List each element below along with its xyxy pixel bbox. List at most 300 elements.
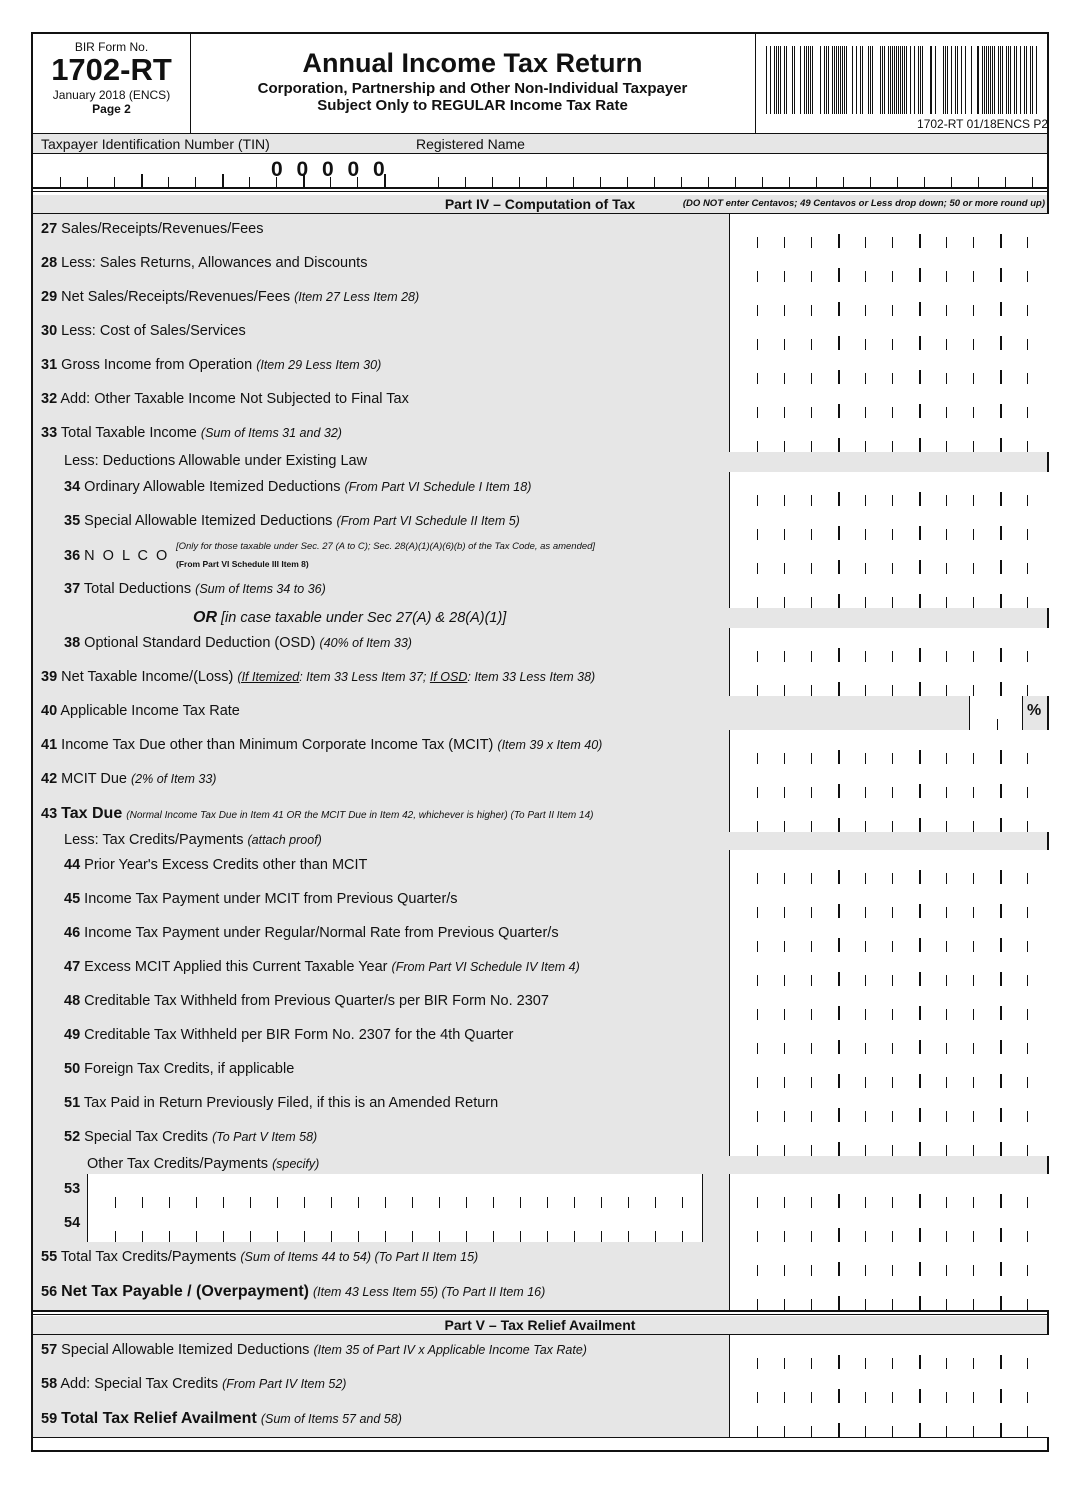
amount-input-ticks [730, 234, 1050, 248]
barcode-bar [935, 46, 936, 114]
item-row-40 [33, 696, 1047, 730]
amount-input-ticks [730, 1108, 1050, 1122]
or-row [33, 608, 1047, 628]
barcode-bar [1010, 46, 1011, 114]
amount-input-ticks [730, 870, 1050, 884]
item-text: Excess MCIT Applied this Current Taxable Year [84, 959, 388, 975]
amount-input-50[interactable] [729, 1054, 1050, 1088]
amount-input-ticks [730, 784, 1050, 798]
item-text: MCIT Due [61, 771, 127, 787]
item-text: Applicable Income Tax Rate [60, 703, 240, 719]
amount-input-ticks [730, 938, 1050, 952]
form-number: 1702-RT [51, 52, 172, 87]
item-label-41 [41, 737, 602, 753]
item-note: (From Part VI Schedule IV Item 4) [391, 960, 580, 974]
item-label-48 [64, 993, 549, 1009]
item-number: 28 [41, 255, 58, 271]
item-note-part: If OSD [429, 670, 468, 684]
less-deductions-label: Less: Deductions Allowable under Existing Law [64, 453, 368, 469]
item-label-45 [64, 891, 458, 907]
tin-label: Taxpayer Identification Number (TIN) [41, 136, 270, 152]
amount-input-ticks [730, 492, 1050, 506]
item-label-50 [64, 1061, 294, 1077]
barcode-bar [842, 46, 843, 114]
part5-header [33, 1316, 1047, 1334]
item-number: 34 [64, 479, 81, 495]
item-label-49 [64, 1027, 513, 1043]
item-number: 54 [64, 1215, 81, 1231]
item-number: 33 [41, 425, 58, 441]
part4-title: Part IV – Computation of Tax [444, 196, 636, 212]
item-number: 29 [41, 289, 58, 305]
barcode-bar [872, 46, 873, 114]
item-number: 53 [64, 1181, 81, 1197]
barcode-bar [977, 46, 979, 114]
item-number: 55 [41, 1249, 58, 1265]
page-number: Page 2 [92, 102, 131, 116]
barcode-bar [806, 46, 807, 114]
amount-input-ticks [730, 1142, 1050, 1156]
item-note: (Item 35 of Part IV x Applicable Income Tax Rate) [313, 1343, 587, 1357]
item-text: Tax Due [61, 805, 123, 822]
barcode-bar [984, 46, 985, 114]
item-number: 52 [64, 1129, 81, 1145]
item-text: Net Tax Payable / (Overpayment) [61, 1283, 309, 1300]
barcode-bar [860, 46, 861, 114]
barcode-bar [930, 46, 932, 114]
barcode-bar [947, 46, 948, 114]
amount-input-36[interactable] [729, 540, 1050, 574]
barcode-bar [1002, 46, 1003, 114]
barcode-bar [1006, 46, 1007, 114]
form-subtitle-1: Corporation, Partnership and Other Non-Individual Taxpayer [257, 80, 688, 97]
barcode-bar [894, 46, 895, 114]
barcode-bar [922, 46, 923, 114]
amount-input-53[interactable] [729, 1174, 1050, 1208]
barcode-bar [945, 46, 946, 114]
barcode-image [766, 46, 1038, 114]
barcode-bar [1036, 46, 1037, 114]
barcode-bar [834, 46, 835, 114]
barcode-bar [766, 46, 767, 114]
item-label-51 [64, 1095, 498, 1111]
item-number: 41 [41, 737, 58, 753]
item-number: 51 [64, 1095, 81, 1111]
item-note: (Item 39 x Item 40) [497, 738, 603, 752]
barcode-bar [902, 46, 903, 114]
barcode-bar [800, 46, 801, 114]
item-label-30 [41, 323, 246, 339]
amount-input-39[interactable] [729, 662, 1050, 696]
item-note: (From Part VI Schedule II Item 5) [336, 514, 520, 528]
item-number: 35 [64, 513, 81, 529]
amount-input-ticks [730, 526, 1050, 540]
item-note: (Item 27 Less Item 28) [294, 290, 420, 304]
item-text: Income Tax Due other than Minimum Corporate Income Tax (MCIT) [61, 737, 494, 753]
item-label-33 [41, 425, 342, 441]
item-text: Add: Special Tax Credits [60, 1376, 219, 1392]
barcode-caption: 1702-RT 01/18ENCS P2 [917, 117, 1048, 131]
item-note: (Item 29 Less Item 30) [256, 358, 382, 372]
amount-input-ticks [730, 1296, 1050, 1310]
registered-name-label: Registered Name [416, 136, 525, 152]
item-label-28 [41, 255, 367, 271]
item-note: (Sum of Items 57 and 58) [260, 1412, 402, 1426]
item-text: Total Tax Relief Availment [61, 1410, 257, 1427]
item-note: [Only for those taxable under Sec. 27 (A to C); Sec. 28(A)(1)(A)(6)(b) of the Tax Code, as amended] [176, 541, 596, 552]
less-credits-label [64, 832, 322, 848]
item-label-39 [41, 669, 595, 685]
amount-input-ticks [730, 1194, 1050, 1208]
amount-input-ticks [730, 370, 1050, 384]
item-label-38 [64, 635, 412, 651]
amount-input-ticks [730, 904, 1050, 918]
barcode-bar [820, 46, 821, 114]
barcode-bar [1014, 46, 1015, 114]
item-note: (Item 43 Less Item 55) (To Part II Item 16) [313, 1285, 546, 1299]
item-label-31 [41, 357, 381, 373]
item-note-2: (From Part VI Schedule III Item 8) [176, 559, 309, 569]
form-title: Annual Income Tax Return [302, 48, 643, 78]
barcode-bar [884, 46, 885, 114]
other-credits-label [87, 1156, 319, 1172]
item-note: (Sum of Items 31 and 32) [200, 426, 342, 440]
part4-header [33, 195, 1047, 213]
item-label-40 [41, 703, 240, 719]
amount-input-57[interactable] [729, 1335, 1050, 1369]
item-text: Creditable Tax Withheld per BIR Form No. 2307 for the 4th Quarter [84, 1027, 514, 1043]
barcode-bar [982, 46, 983, 114]
item-label-57 [41, 1342, 587, 1358]
amount-input-ticks [730, 682, 1050, 696]
item-text: Income Tax Payment under Regular/Normal Rate from Previous Quarter/s [84, 925, 559, 941]
item-text: Special Allowable Itemized Deductions [84, 513, 333, 529]
specify-input-53[interactable] [87, 1174, 703, 1208]
barcode-bar [810, 46, 811, 114]
amount-input-32[interactable] [729, 384, 1050, 418]
amount-input-29[interactable] [729, 282, 1050, 316]
barcode-block [755, 34, 1050, 133]
barcode-bar [1020, 46, 1021, 114]
item-number: 47 [64, 959, 81, 975]
item-note-part: : Item 33 Less Item 38) [467, 670, 596, 684]
item-label-54 [64, 1215, 80, 1231]
barcode-bar [1032, 46, 1033, 114]
rate-input-ticks [970, 716, 1022, 730]
barcode-bar [898, 46, 899, 114]
barcode-bar [890, 46, 891, 114]
amount-input-55[interactable] [729, 1242, 1050, 1276]
barcode-bar [838, 46, 839, 114]
item-label-37 [64, 581, 326, 597]
item-label-42 [41, 771, 216, 787]
barcode-bar [1030, 46, 1031, 114]
item-text: Total Tax Credits/Payments [60, 1249, 237, 1265]
item-label-27 [41, 221, 263, 237]
other-credits-text: Other Tax Credits/Payments [87, 1156, 269, 1172]
amount-input-49[interactable] [729, 1020, 1050, 1054]
amount-input-59[interactable] [729, 1403, 1050, 1437]
barcode-bar [774, 46, 775, 114]
barcode-bar [896, 46, 897, 114]
amount-input-46[interactable] [729, 918, 1050, 952]
item-note-part: (If Itemized [237, 670, 300, 684]
item-text: Add: Other Taxable Income Not Subjected to Final Tax [60, 391, 409, 407]
barcode-bar [824, 46, 825, 114]
item-number: 27 [41, 221, 58, 237]
item-text: Foreign Tax Credits, if applicable [84, 1061, 295, 1077]
barcode-bar [846, 46, 847, 114]
specify-input-54[interactable] [87, 1208, 703, 1242]
item-note: (2% of Item 33) [131, 772, 217, 786]
item-text: Net Taxable Income/(Loss) [61, 669, 234, 685]
item-text: Creditable Tax Withheld from Previous Quarter/s per BIR Form No. 2307 [84, 993, 549, 1009]
item-label-36 [64, 548, 169, 564]
barcode-bar [1008, 46, 1009, 114]
or-note: [in case taxable under Sec 27(A) & 28(A)(1)] [221, 610, 507, 626]
barcode-bar [906, 46, 907, 114]
amount-input-47[interactable] [729, 952, 1050, 986]
amount-input-27[interactable] [729, 214, 1050, 248]
amount-input-45[interactable] [729, 884, 1050, 918]
tin-branch-code: 0 0 0 0 0 [271, 158, 389, 181]
item-note: (From Part VI Schedule I Item 18) [344, 480, 532, 494]
item-label-59 [41, 1410, 402, 1428]
item-note: (From Part IV Item 52) [222, 1377, 347, 1391]
item-number: 43 [41, 806, 58, 822]
item-text: Total Deductions [83, 581, 192, 597]
amount-input-ticks [730, 404, 1050, 418]
barcode-bar [1024, 46, 1025, 114]
amount-input-ticks [730, 1262, 1050, 1276]
barcode-bar [955, 46, 956, 114]
barcode-bar [988, 46, 989, 114]
amount-input-52[interactable] [729, 1122, 1050, 1156]
barcode-bar [1026, 46, 1027, 114]
registered-name-input[interactable] [411, 174, 1047, 188]
item-number: 30 [41, 323, 58, 339]
item-note: (Sum of Items 44 to 54) (To Part II Item 15) [240, 1250, 479, 1264]
amount-input-ticks [730, 818, 1050, 832]
item-number: 49 [64, 1027, 81, 1043]
barcode-bar [812, 46, 813, 114]
barcode-bar [804, 46, 805, 114]
amount-input-ticks [730, 594, 1050, 608]
barcode-bar [778, 46, 779, 114]
bir-form-1702rt-page2 [31, 32, 1049, 1452]
item-number: 48 [64, 993, 81, 1009]
barcode-bar [992, 46, 993, 114]
amount-input-ticks [730, 1006, 1050, 1020]
barcode-bar [836, 46, 837, 114]
item-note: (Sum of Items 34 to 36) [195, 582, 326, 596]
amount-input-ticks [730, 1389, 1050, 1403]
amount-input-42[interactable] [729, 764, 1050, 798]
item-label-58 [41, 1376, 346, 1392]
amount-input-48[interactable] [729, 986, 1050, 1020]
barcode-bar [914, 46, 915, 114]
amount-input-ticks [730, 560, 1050, 574]
less-credits-row [33, 832, 1047, 850]
less-deductions-row [33, 452, 1047, 472]
less-credits-note: (attach proof) [247, 833, 322, 847]
barcode-bar [808, 46, 809, 114]
barcode-bar [784, 46, 785, 114]
amount-input-ticks [730, 1040, 1050, 1054]
item-number: 38 [64, 635, 81, 651]
barcode-bar [852, 46, 853, 114]
amount-input-58[interactable] [729, 1369, 1050, 1403]
item-number: 42 [41, 771, 58, 787]
barcode-bar [920, 46, 921, 114]
item-text: Less: Cost of Sales/Services [61, 323, 246, 339]
amount-input-44[interactable] [729, 850, 1050, 884]
amount-input-ticks [730, 1228, 1050, 1242]
item-text: Gross Income from Operation [61, 357, 253, 373]
item-number: 57 [41, 1342, 58, 1358]
item-number: 46 [64, 925, 81, 941]
amount-input-ticks [730, 1074, 1050, 1088]
amount-input-38[interactable] [729, 628, 1050, 662]
item-number: 50 [64, 1061, 81, 1077]
item-label-53 [64, 1181, 80, 1197]
item-number: 32 [41, 391, 58, 407]
amount-input-37[interactable] [729, 574, 1050, 608]
barcode-bar [794, 46, 795, 114]
item-label-43 [41, 805, 593, 823]
or-label [193, 609, 506, 627]
item-number: 44 [64, 857, 81, 873]
barcode-bar [792, 46, 793, 114]
item-label-35 [64, 513, 520, 529]
item-label-32 [41, 391, 409, 407]
tin-name-entry-row [33, 153, 1047, 188]
part5-title: Part V – Tax Relief Availment [444, 1317, 636, 1333]
percent-sign: % [1027, 702, 1042, 719]
barcode-bar [965, 46, 966, 114]
item-label-44 [64, 857, 367, 873]
item-number: 37 [64, 581, 81, 597]
item-label-52 [64, 1129, 317, 1145]
amount-input-ticks [730, 336, 1050, 350]
item-note: (Normal Income Tax Due in Item 41 OR the MCIT Due in Item 42, whichever is higher) (To Part II Item 14) [126, 810, 594, 821]
item-text: Total Taxable Income [60, 425, 197, 441]
item-text: Ordinary Allowable Itemized Deductions [84, 479, 341, 495]
item-label-29 [41, 289, 419, 305]
item-text: Special Allowable Itemized Deductions [61, 1342, 310, 1358]
item-text: Net Sales/Receipts/Revenues/Fees [61, 289, 291, 305]
amount-input-ticks [730, 1355, 1050, 1369]
item-note-part: : Item 33 Less Item 37; [299, 670, 430, 684]
barcode-bar [971, 46, 972, 114]
or-text: OR [193, 609, 217, 626]
specify-input-ticks [88, 1194, 702, 1208]
barcode-bar [828, 46, 829, 114]
amount-input-ticks [730, 268, 1050, 282]
item-text: Optional Standard Deduction (OSD) [84, 635, 316, 651]
barcode-bar [892, 46, 893, 114]
amount-input-ticks [730, 438, 1050, 452]
item-note: (40% of Item 33) [319, 636, 412, 650]
amount-input-28[interactable] [729, 248, 1050, 282]
barcode-bar [900, 46, 901, 114]
amount-input-ticks [730, 302, 1050, 316]
barcode-bar [943, 46, 944, 114]
amount-input-31[interactable] [729, 350, 1050, 384]
barcode-bar [780, 46, 781, 114]
item-number: 39 [41, 669, 58, 685]
amount-input-54[interactable] [729, 1208, 1050, 1242]
item-number: 40 [41, 703, 58, 719]
amount-input-33[interactable] [729, 418, 1050, 452]
tin-label-row [33, 134, 1047, 153]
amount-input-41[interactable] [729, 730, 1050, 764]
barcode-bar [882, 46, 883, 114]
item-number: 45 [64, 891, 81, 907]
form-subtitle-2: Subject Only to REGULAR Income Tax Rate [317, 97, 628, 114]
item-text: Less: Sales Returns, Allowances and Discounts [61, 255, 368, 271]
amount-input-51[interactable] [729, 1088, 1050, 1122]
item-text: N O L C O [84, 548, 170, 564]
amount-input-43[interactable] [729, 798, 1050, 832]
item-text: Tax Paid in Return Previously Filed, if this is an Amended Return [83, 1095, 499, 1111]
amount-input-34[interactable] [729, 472, 1050, 506]
rate-input[interactable] [969, 696, 1023, 730]
less-credits-text: Less: Tax Credits/Payments [64, 832, 244, 848]
item-text: Sales/Receipts/Revenues/Fees [61, 221, 264, 237]
barcode-bar [910, 46, 911, 114]
other-credits-row [33, 1156, 1047, 1174]
barcode-bar [770, 46, 771, 114]
item-label-34 [64, 479, 531, 495]
item-number: 58 [41, 1376, 58, 1392]
amount-input-56[interactable] [729, 1276, 1050, 1310]
barcode-bar [951, 46, 952, 114]
other-credits-note: (specify) [272, 1157, 320, 1171]
barcode-bar [832, 46, 833, 114]
barcode-bar [870, 46, 871, 114]
barcode-bar [840, 46, 841, 114]
item-number: 59 [41, 1411, 58, 1427]
amount-input-ticks [730, 972, 1050, 986]
barcode-bar [888, 46, 889, 114]
centavos-note: (DO NOT enter Centavos; 49 Centavos or Less drop down; 50 or more round up) [682, 198, 1045, 209]
amount-input-ticks [730, 1423, 1050, 1437]
barcode-bar [998, 46, 999, 114]
item-text: Income Tax Payment under MCIT from Previous Quarter/s [84, 891, 458, 907]
barcode-bar [844, 46, 845, 114]
item-label-56 [41, 1283, 545, 1301]
item-number: 56 [41, 1284, 58, 1300]
item-text: Prior Year's Excess Credits other than MCIT [84, 857, 368, 873]
barcode-bar [986, 46, 987, 114]
barcode-bar [786, 46, 787, 114]
barcode-bar [961, 46, 962, 114]
barcode-bar [918, 46, 919, 114]
barcode-bar [990, 46, 991, 114]
barcode-bar [994, 46, 995, 114]
barcode-bar [880, 46, 881, 114]
amount-input-ticks [730, 648, 1050, 662]
amount-input-35[interactable] [729, 506, 1050, 540]
item-label-47 [64, 959, 580, 975]
item-number: 36 [64, 548, 81, 564]
amount-input-30[interactable] [729, 316, 1050, 350]
barcode-bar [904, 46, 905, 114]
amount-input-ticks [730, 750, 1050, 764]
item-label-46 [64, 925, 559, 941]
barcode-bar [776, 46, 777, 114]
